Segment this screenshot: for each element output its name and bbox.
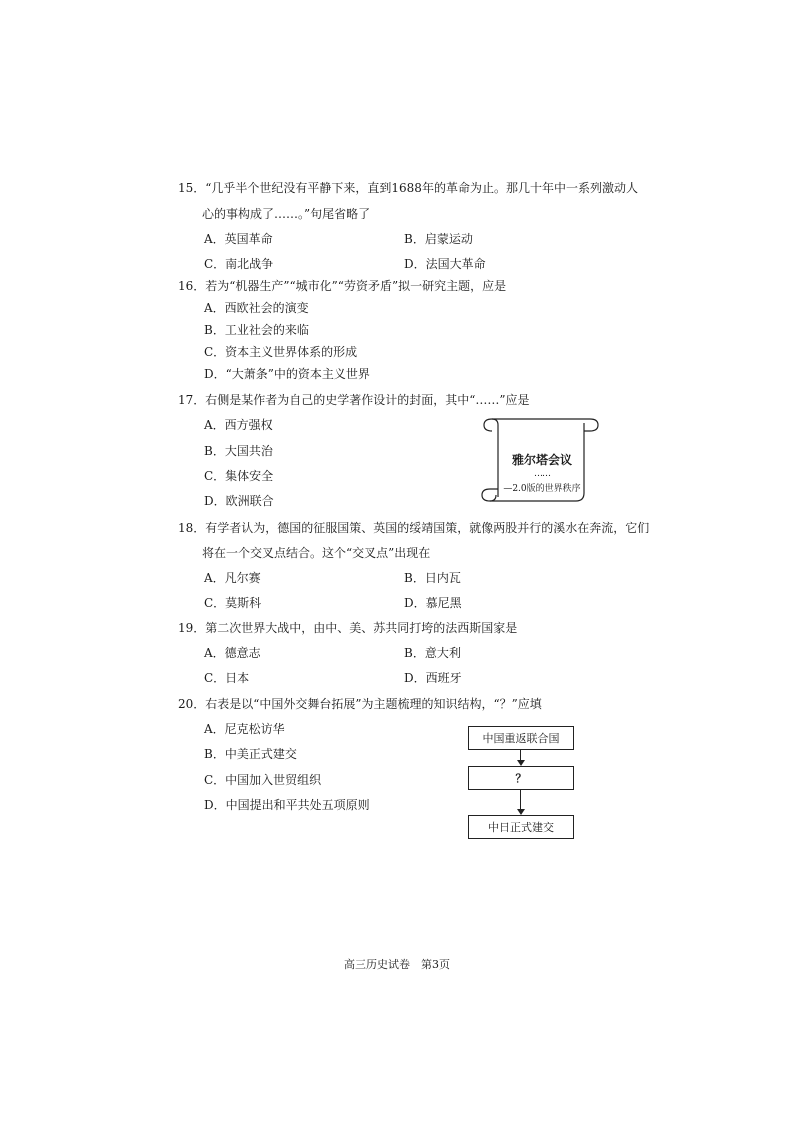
question-stem: 16．若为“机器生产”“城市化”“劳资矛盾”拟一研究主题，应是 bbox=[178, 279, 507, 293]
option-d: D．慕尼黑 bbox=[404, 596, 462, 610]
cover-title: 雅尔塔会议 bbox=[511, 453, 572, 467]
option-a: A．德意志 bbox=[204, 646, 261, 660]
cover-ellipsis: …… bbox=[534, 469, 550, 479]
flow-arrow-down-icon bbox=[520, 790, 521, 810]
option-c: C．莫斯科 bbox=[204, 596, 262, 610]
option-d: D．中国提出和平共处五项原则 bbox=[204, 798, 370, 812]
option-b: B．意大利 bbox=[404, 646, 461, 660]
option-b: B．中美正式建交 bbox=[204, 747, 297, 761]
option-a: A．凡尔赛 bbox=[204, 571, 261, 585]
option-a: A．尼克松访华 bbox=[204, 722, 285, 736]
option-c: C．资本主义世界体系的形成 bbox=[204, 345, 358, 359]
option-d: D．欧洲联合 bbox=[204, 494, 274, 508]
question-stem: 将在一个交叉点结合。这个“交叉点”出现在 bbox=[202, 546, 431, 560]
question-stem: 20．右表是以“中国外交舞台拓展”为主题梳理的知识结构，“？”应填 bbox=[178, 697, 542, 711]
question-stem: 17．右侧是某作者为自己的史学著作设计的封面，其中“……”应是 bbox=[178, 393, 530, 407]
option-c: C．日本 bbox=[204, 671, 250, 685]
question-stem: 15．“几乎半个世纪没有平静下来，直到1688年的革命为止。那几十年中一系列激动人 bbox=[178, 181, 638, 195]
option-c: C．南北战争 bbox=[204, 257, 274, 271]
flow-box-top: 中国重返联合国 bbox=[468, 726, 574, 750]
option-b: B．日内瓦 bbox=[404, 571, 461, 585]
option-c: C．中国加入世贸组织 bbox=[204, 773, 322, 787]
question-stem: 19．第二次世界大战中，由中、美、苏共同打垮的法西斯国家是 bbox=[178, 621, 518, 635]
page-footer: 高三历史试卷 第3页 bbox=[344, 958, 450, 971]
question-stem: 心的事构成了……。”句尾省略了 bbox=[202, 207, 371, 221]
option-a: A．英国革命 bbox=[204, 232, 273, 246]
flow-box-bottom: 中日正式建交 bbox=[468, 815, 574, 839]
option-c: C．集体安全 bbox=[204, 469, 274, 483]
flow-arrow-down-icon bbox=[520, 750, 521, 761]
option-a: A．西方强权 bbox=[204, 418, 273, 432]
question-stem: 18．有学者认为，德国的征服国策、英国的绥靖国策，就像两股并行的溪水在奔流，它们 bbox=[178, 521, 650, 535]
option-d: D．“大萧条”中的资本主义世界 bbox=[204, 367, 370, 381]
option-a: A．西欧社会的演变 bbox=[204, 301, 309, 315]
cover-subtitle: —2.0版的世界秩序 bbox=[503, 484, 581, 494]
book-cover-scroll bbox=[478, 413, 602, 508]
option-b: B．工业社会的来临 bbox=[204, 323, 309, 337]
option-d: D．法国大革命 bbox=[404, 257, 486, 271]
option-b: B．启蒙运动 bbox=[404, 232, 473, 246]
option-d: D．西班牙 bbox=[404, 671, 462, 685]
flow-box-middle: ？ bbox=[468, 766, 574, 790]
option-b: B．大国共治 bbox=[204, 444, 273, 458]
